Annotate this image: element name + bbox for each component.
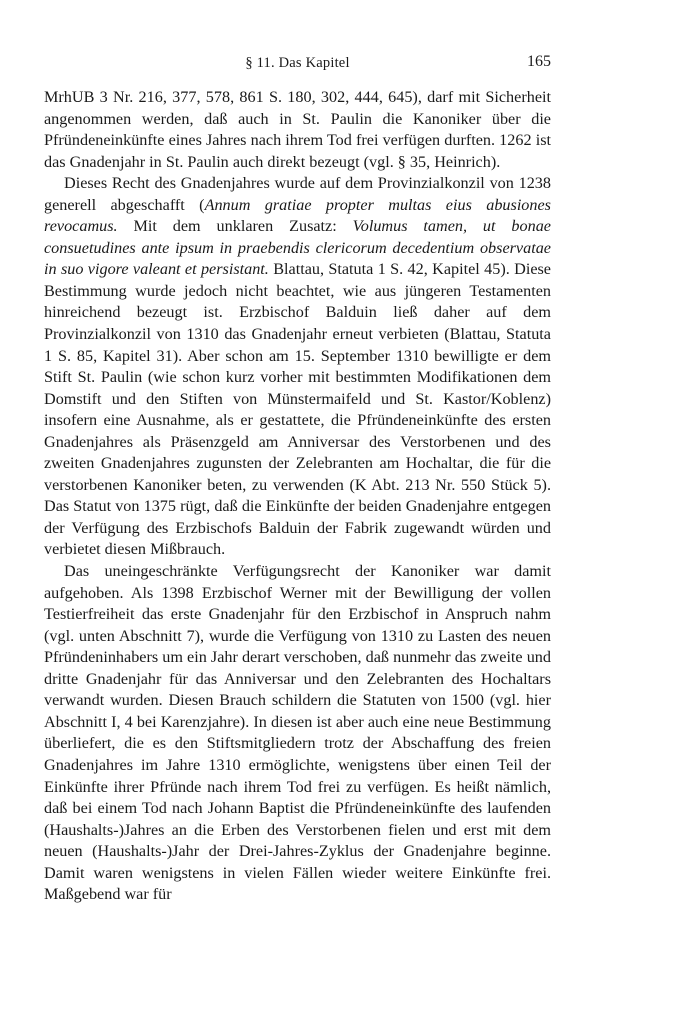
page-number: 165 — [527, 53, 551, 70]
paragraph — [44, 87, 551, 173]
paragraph — [44, 561, 551, 906]
latin-quotation: Volumus tamen, ut bonae consuetudines ante ipsum in praebendis clericorum decedentium observatae in suo vigore valeant et persistant. — [44, 217, 551, 279]
paragraph-text: Mit dem unklaren Zusatz: — [117, 217, 353, 236]
paragraph-text: Blattau, Statuta 1 S. 42, Kapitel 45). Diese Bestimmung wurde jedoch nicht beachtet, wie aus jüngeren Testamenten hinreichend bezeugt ist. Erzbischof Balduin ließ daher auf dem Provinzialkonzil von 1310 das Gnadenjahr erneut verbieten (Blattau, Statuta 1 S. 85, Kapitel 31). Aber schon am 15. September 1310 bewilligte er dem Stift St. Paulin (wie schon kurz vorher mit bestimmten Modifikationen dem Domstift und den Stiften von Münstermaifeld und St. Kastor/Koblenz) insofern eine Ausnahme, als er gestattete, die Pfründeneinkünfte des ersten Gnadenjahres als Präsenzgeld am Anniversar des Verstorbenen und des zweiten Gnadenjahres zugunsten der Zelebranten am Hochaltar, die für die verstorbenen Kanoniker beten, zu verwenden (K Abt. 213 Nr. 550 Stück 5). Das Statut von 1375 rügt, daß die Einkünfte der beiden Gnadenjahre entgegen der Verfügung des Erzbischofs Balduin der Fabrik zugewandt würden und verbietet diesen Mißbrauch. — [44, 260, 551, 559]
paragraph-text: MrhUB 3 Nr. 216, 377, 578, 861 S. 180, 302, 444, 645), darf mit Sicherheit angenommen werden, daß auch in St. Paulin die Kanoniker über die Pfründeneinkünfte eines Jahres nach ihrem Tod frei verfügen durften. 1262 ist das Gnadenjahr in St. Paulin auch direkt bezeugt (vgl. § 35, Heinrich). — [44, 88, 551, 171]
book-page — [44, 53, 551, 906]
paragraph — [44, 173, 551, 561]
body-text — [44, 87, 551, 906]
paragraph-text: Dieses Recht des Gnadenjahres wurde auf dem Provinzialkonzil von 1238 generell abgeschafft ( — [44, 174, 551, 214]
running-head — [44, 53, 551, 77]
latin-quotation: Annum gratiae propter multas eius abusiones revocamus. — [44, 195, 551, 236]
paragraph-text: Das uneingeschränkte Verfügungsrecht der Kanoniker war damit aufgehoben. Als 1398 Erzbischof Werner mit der Bewilligung der vollen Testierfreiheit das erste Gnadenjahr für den Erzbischof in Anspruch nahm (vgl. unten Abschnitt 7), wurde die Verfügung von 1310 zu Lasten des neuen Pfründeninhabers um ein Jahr derart verschoben, daß nunmehr das zweite und dritte Gnadenjahr für das Anniversar und den Zelebranten des Hochaltars verwandt wurden. Diesen Brauch schildern die Statuten von 1500 (vgl. hier Abschnitt I, 4 bei Karenzjahre). In diesen ist aber auch eine neue Bestimmung überliefert, die es den Stiftsmitgliedern trotz der Abschaffung des freien Gnadenjahres im Jahre 1310 ermöglichte, wenigstens über einen Teil der Einkünfte ihrer Pfründe nach ihrem Tod frei zu verfügen. Es heißt nämlich, daß bei einem Tod nach Johann Baptist die Pfründeneinkünfte des laufenden (Haushalts-)Jahres an die Erben des Verstorbenen fielen und erst mit dem neuen (Haushalts-)Jahr der Drei-Jahres-Zyklus der Gnadenjahre beginne. Damit waren wenigstens in vielen Fällen wieder weitere Einkünfte frei. Maßgebend war für — [44, 562, 551, 904]
running-title: § 11. Das Kapitel — [245, 55, 350, 71]
